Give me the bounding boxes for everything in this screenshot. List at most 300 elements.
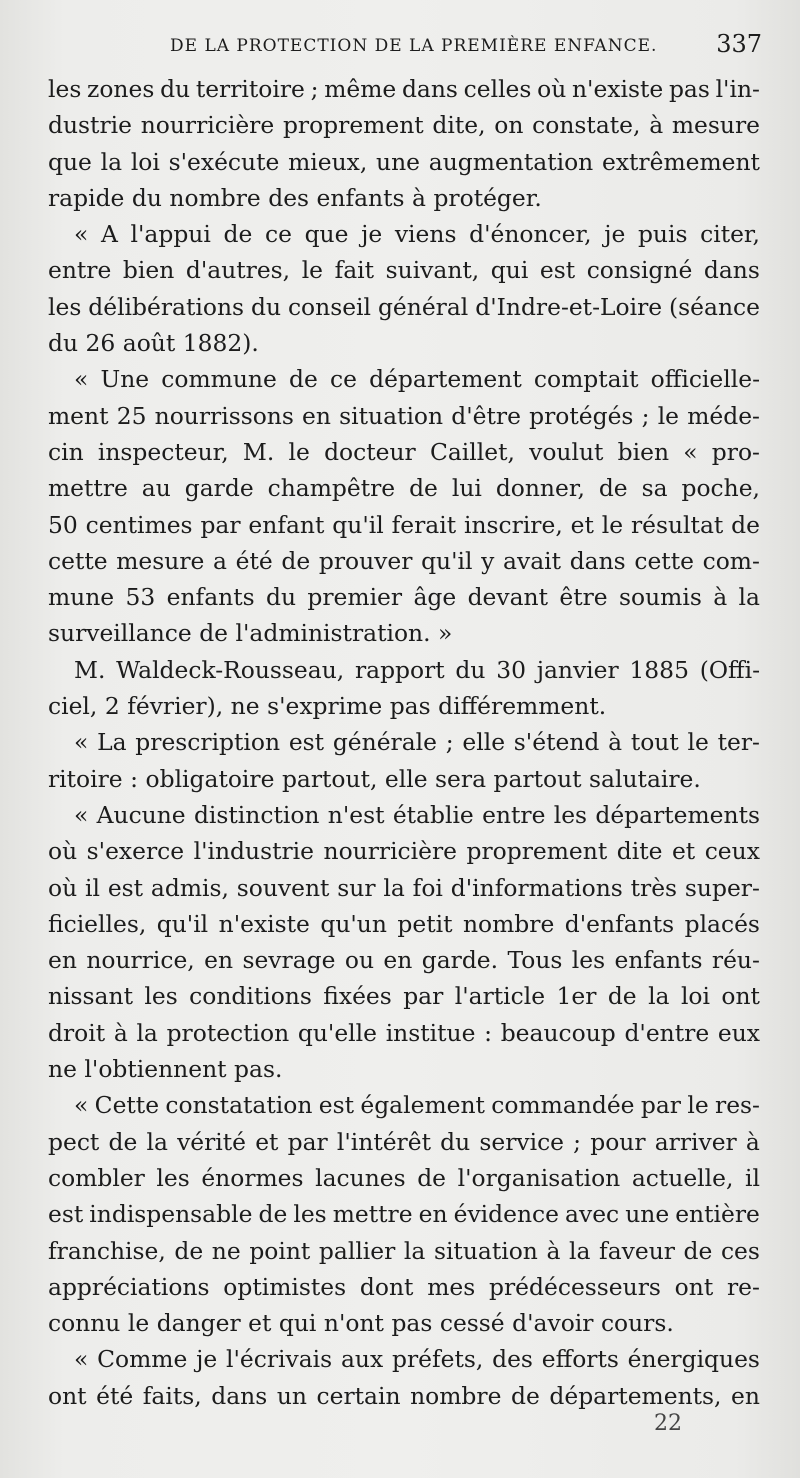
word: d'entre	[624, 1018, 710, 1047]
word: nourricière	[323, 837, 458, 866]
word: enfants	[614, 946, 703, 975]
word: à	[412, 183, 426, 212]
word: souvent	[236, 873, 330, 902]
word: efforts	[541, 1345, 619, 1374]
word: lacunes	[315, 1163, 406, 1192]
text-line	[48, 252, 760, 288]
word: enfants	[316, 183, 405, 212]
word: dans	[569, 546, 626, 575]
word: un	[276, 1381, 307, 1410]
word: arriver	[654, 1127, 737, 1156]
word: comptait	[533, 365, 639, 394]
word: placés	[684, 909, 760, 938]
text-line	[48, 870, 760, 906]
word: protégés	[529, 401, 634, 430]
word: où	[48, 873, 78, 902]
word: ;	[310, 75, 319, 103]
word: n'existe	[571, 75, 664, 103]
word: ont	[48, 1381, 87, 1410]
word: générale	[332, 728, 437, 757]
word: situation	[339, 401, 444, 430]
word: res-	[715, 1091, 760, 1120]
word: dite,	[432, 111, 486, 140]
word: faveur	[599, 1236, 675, 1265]
word: du	[265, 583, 297, 612]
word: on	[494, 111, 524, 140]
word: y	[481, 546, 495, 575]
word: nombre	[169, 183, 261, 212]
word: les	[156, 1163, 190, 1192]
word: fixées	[323, 982, 392, 1011]
word: d'être	[451, 401, 521, 430]
word: foi	[412, 873, 443, 902]
word: la	[383, 873, 405, 902]
word: en	[48, 946, 77, 975]
word: à	[113, 1018, 128, 1047]
word: dite	[616, 837, 663, 866]
word: département	[369, 365, 522, 394]
word: nissant	[48, 982, 133, 1011]
word: 50	[48, 510, 78, 539]
word: partout,	[281, 764, 378, 793]
word: de	[598, 474, 628, 503]
word: dans	[401, 75, 458, 103]
word: ce	[264, 220, 292, 249]
word: énergiques	[627, 1345, 760, 1374]
word: ont	[721, 982, 760, 1011]
word: augmentation	[428, 147, 594, 176]
word: 1885	[629, 655, 689, 684]
word: ces	[720, 1236, 760, 1265]
word: «	[74, 728, 89, 757]
running-title: DE LA PROTECTION DE LA PREMIÈRE ENFANCE.	[170, 36, 658, 56]
word: docteur	[324, 437, 416, 466]
word: les	[293, 1200, 327, 1229]
word: combler	[48, 1163, 145, 1192]
word: »	[438, 619, 453, 648]
word: ce	[329, 365, 357, 394]
text-line	[48, 1051, 760, 1087]
word: des	[492, 1345, 533, 1374]
word: enfants	[166, 583, 255, 612]
word: enfant	[248, 510, 325, 539]
text-line	[48, 1341, 760, 1377]
word: également	[360, 1091, 485, 1120]
text-line	[48, 1196, 760, 1232]
word: re-	[727, 1272, 760, 1301]
text-line	[48, 180, 760, 216]
word: rapide	[48, 183, 125, 212]
word: loi	[130, 147, 160, 176]
word: aux	[340, 1345, 384, 1374]
text-line	[48, 1378, 760, 1414]
word: admis,	[150, 873, 229, 902]
word: pallier	[318, 1236, 396, 1265]
word: pas	[389, 692, 431, 721]
word: suivant,	[385, 256, 480, 285]
word: d'informations	[450, 873, 623, 902]
word: ou	[344, 946, 375, 975]
text-line	[48, 724, 760, 760]
text-line	[48, 1269, 760, 1305]
word: premier	[307, 583, 403, 612]
word: prouver	[318, 546, 413, 575]
word: la	[569, 1236, 591, 1265]
word: et	[248, 1309, 272, 1338]
word: et	[671, 837, 696, 866]
word: com-	[702, 546, 760, 575]
word: entre	[48, 256, 112, 285]
word: vérité	[177, 1127, 247, 1156]
word: le	[657, 401, 680, 430]
word: est	[48, 1200, 84, 1229]
word: optimistes	[223, 1272, 347, 1301]
word: beaucoup	[500, 1018, 616, 1047]
word: être	[559, 583, 608, 612]
word: Tous	[507, 946, 563, 975]
word: ter-	[717, 728, 760, 757]
word: entière	[675, 1200, 760, 1229]
word: extrêmement	[601, 147, 760, 176]
word: conseil	[287, 292, 372, 321]
word: évidence	[453, 1200, 559, 1229]
word: surveillance	[48, 619, 192, 648]
word: petit	[397, 909, 453, 938]
word: de	[409, 474, 438, 503]
word: fait	[334, 256, 375, 285]
word: je	[604, 220, 626, 249]
word: par	[200, 510, 241, 539]
word: ne	[230, 692, 260, 721]
word: et	[570, 510, 594, 539]
word: dans	[703, 256, 760, 285]
word: délibérations	[88, 292, 245, 321]
word: 26	[85, 329, 116, 358]
word: s'exprime	[267, 692, 383, 721]
word: loi	[680, 982, 710, 1011]
word: départements,	[549, 1381, 722, 1410]
word: dans	[211, 1381, 268, 1410]
word: distinction	[193, 800, 320, 829]
word: centimes	[85, 510, 193, 539]
word: service	[479, 1127, 565, 1156]
word: différemment.	[438, 692, 607, 721]
word: par	[640, 1091, 681, 1120]
word: entre	[482, 800, 546, 829]
word: donner,	[495, 474, 585, 503]
word: de	[281, 546, 311, 575]
word: du	[131, 183, 162, 212]
word: faits,	[142, 1381, 202, 1410]
word: énormes	[201, 1163, 304, 1192]
word: mesure	[671, 111, 760, 140]
word: de	[174, 1236, 204, 1265]
word: ont	[674, 1272, 714, 1301]
text-line	[48, 144, 760, 180]
word: ferait	[391, 510, 457, 539]
word: la	[100, 147, 123, 176]
word: qu'elle	[297, 1018, 377, 1047]
word: nourrice,	[86, 946, 195, 975]
word: commune	[161, 365, 277, 394]
word: viens	[394, 220, 457, 249]
word: le	[301, 256, 324, 285]
word: il	[85, 873, 100, 902]
word: cette	[48, 546, 108, 575]
word: le	[687, 728, 709, 757]
word: ciel,	[48, 692, 98, 721]
word: mes	[427, 1272, 476, 1301]
text-line	[48, 71, 760, 107]
word: La	[97, 728, 127, 757]
word: février),	[127, 692, 224, 721]
word: est	[107, 873, 144, 902]
word: l'appui	[130, 220, 211, 249]
word: champêtre	[267, 474, 396, 503]
word: les	[571, 946, 606, 975]
word: 30	[496, 655, 526, 684]
word: institue	[385, 1018, 476, 1047]
word: protection	[166, 1018, 290, 1047]
word: mettre	[332, 1200, 413, 1229]
word: ficielles,	[48, 909, 147, 938]
word: mieux,	[288, 147, 368, 176]
text-line	[48, 361, 760, 397]
word: elle	[462, 728, 506, 757]
word: Caillet,	[429, 437, 515, 466]
word: à	[546, 1236, 561, 1265]
word: A	[100, 220, 118, 249]
text-line	[48, 470, 760, 506]
word: certain	[316, 1381, 401, 1410]
word: du	[250, 292, 282, 321]
word: la	[738, 583, 760, 612]
word: de	[108, 1127, 138, 1156]
text-line	[48, 1087, 760, 1123]
word: M.	[242, 437, 275, 466]
word: a	[213, 546, 227, 575]
word: ;	[445, 728, 454, 757]
word: sa	[641, 474, 668, 503]
word: franchise,	[48, 1236, 166, 1265]
word: protéger.	[433, 183, 542, 212]
word: où	[48, 837, 78, 866]
word: je	[196, 1345, 218, 1374]
word: partout	[493, 764, 582, 793]
word: été	[235, 546, 273, 575]
word: qu'il	[421, 546, 473, 575]
word: en	[383, 946, 413, 975]
page-number: 337	[716, 30, 762, 58]
word: le	[687, 1091, 709, 1120]
word: le	[288, 437, 310, 466]
text-line	[48, 325, 760, 361]
word: du	[440, 1127, 471, 1156]
word: territoire	[195, 75, 305, 103]
word: mesure	[116, 546, 205, 575]
word: à	[608, 728, 623, 757]
word: pro-	[711, 437, 760, 466]
word: réu-	[711, 946, 760, 975]
word: dont	[359, 1272, 414, 1301]
word: officielle-	[650, 365, 760, 394]
text-line	[48, 906, 760, 942]
word: bien	[122, 256, 175, 285]
word: une	[625, 1200, 670, 1229]
word: janvier	[536, 655, 619, 684]
signature-mark: 22	[654, 1411, 682, 1436]
text-line	[48, 1124, 760, 1160]
word: situation	[433, 1236, 538, 1265]
word: Waldeck-Rousseau,	[116, 655, 345, 684]
word: l'organisation	[457, 1163, 621, 1192]
word: établie	[392, 800, 474, 829]
word: en	[204, 946, 234, 975]
word: par	[287, 1127, 328, 1156]
word: préfets,	[391, 1345, 484, 1374]
word: de	[683, 1236, 713, 1265]
word: qu'un	[320, 909, 387, 938]
word: pas	[391, 1309, 433, 1338]
word: zones	[87, 75, 155, 103]
word: une	[376, 147, 421, 176]
word: ceux	[704, 837, 760, 866]
word: puis	[637, 220, 688, 249]
word: à	[745, 1127, 760, 1156]
word: nourricière	[140, 111, 275, 140]
word: de	[511, 1381, 540, 1410]
word: salutaire.	[589, 764, 701, 793]
text-line	[48, 1160, 760, 1196]
word: est	[288, 728, 325, 757]
word: actuelle,	[631, 1163, 734, 1192]
text-line	[48, 797, 760, 833]
text-line	[48, 579, 760, 615]
word: cours.	[600, 1309, 674, 1338]
word: en	[731, 1381, 760, 1410]
word: ne	[48, 1055, 77, 1084]
word: de	[199, 619, 229, 648]
word: «	[74, 220, 89, 249]
word: de	[417, 1163, 447, 1192]
word: très	[630, 873, 678, 902]
text-line	[48, 688, 760, 724]
word: l'industrie	[193, 837, 314, 866]
word: la	[403, 1236, 426, 1265]
word: 1882).	[182, 329, 259, 358]
word: prédécesseurs	[489, 1272, 661, 1301]
word: cin	[48, 437, 84, 466]
word: n'ont	[323, 1309, 384, 1338]
word: droit	[48, 1018, 106, 1047]
word: «	[74, 365, 89, 394]
word: est	[539, 256, 576, 285]
word: août	[122, 329, 176, 358]
text-line	[48, 434, 760, 470]
word: voulut	[529, 437, 604, 466]
word: est	[318, 1091, 354, 1120]
word: mune	[48, 583, 115, 612]
word: l'obtiennent	[84, 1055, 227, 1084]
text-line	[48, 398, 760, 434]
word: pas	[668, 75, 710, 103]
word: eux	[717, 1018, 760, 1047]
text-line	[48, 289, 760, 325]
word: n'est	[327, 800, 385, 829]
word: mettre	[48, 474, 128, 503]
word: Cette	[94, 1091, 160, 1120]
word: l'administration.	[235, 619, 431, 648]
word: de	[731, 510, 760, 539]
word: de	[607, 982, 637, 1011]
word: avec	[565, 1200, 620, 1229]
text-line	[48, 543, 760, 579]
word: ritoire	[48, 764, 123, 793]
word: Aucune	[96, 800, 186, 829]
word: les	[48, 75, 82, 103]
word: 1er	[556, 982, 597, 1011]
word: connu	[48, 1309, 121, 1338]
word: départements	[595, 800, 760, 829]
word: super-	[684, 873, 760, 902]
word: :	[484, 1018, 493, 1047]
word: d'énoncer,	[469, 220, 592, 249]
word: l'in-	[715, 75, 760, 103]
word: l'article	[454, 982, 546, 1011]
word: été	[96, 1381, 134, 1410]
word: pour	[590, 1127, 646, 1156]
text-line	[48, 833, 760, 869]
word: par	[403, 982, 444, 1011]
word: sera	[435, 764, 487, 793]
word: (Offi-	[699, 655, 760, 684]
word: le	[601, 510, 624, 539]
word: tout	[630, 728, 679, 757]
word: M.	[74, 655, 106, 684]
word: citer,	[700, 220, 760, 249]
word: Une	[100, 365, 150, 394]
word: d'enfants	[564, 909, 675, 938]
word: que	[48, 147, 92, 176]
word: le	[127, 1309, 150, 1338]
word: même	[324, 75, 397, 103]
word: les	[48, 292, 82, 321]
word: je	[361, 220, 383, 249]
word: inspecteur,	[97, 437, 229, 466]
word: commandée	[491, 1091, 635, 1120]
text-line	[48, 978, 760, 1014]
word: ment	[48, 401, 109, 430]
word: où	[537, 75, 567, 103]
word: proprement	[282, 111, 424, 140]
word: qu'il	[332, 510, 384, 539]
word: s'exécute	[168, 147, 280, 176]
word: pect	[48, 1127, 100, 1156]
word: l'écrivais	[226, 1345, 333, 1374]
word: général	[377, 292, 469, 321]
word: danger	[156, 1309, 241, 1338]
body-text	[48, 71, 760, 1414]
word: du	[160, 75, 191, 103]
word: à	[649, 111, 664, 140]
word: constate,	[532, 111, 641, 140]
word: à	[713, 583, 728, 612]
word: celles	[463, 75, 532, 103]
text-line	[48, 1233, 760, 1269]
word: qui	[278, 1309, 317, 1338]
word: «	[74, 1345, 89, 1374]
word: conditions	[189, 982, 312, 1011]
